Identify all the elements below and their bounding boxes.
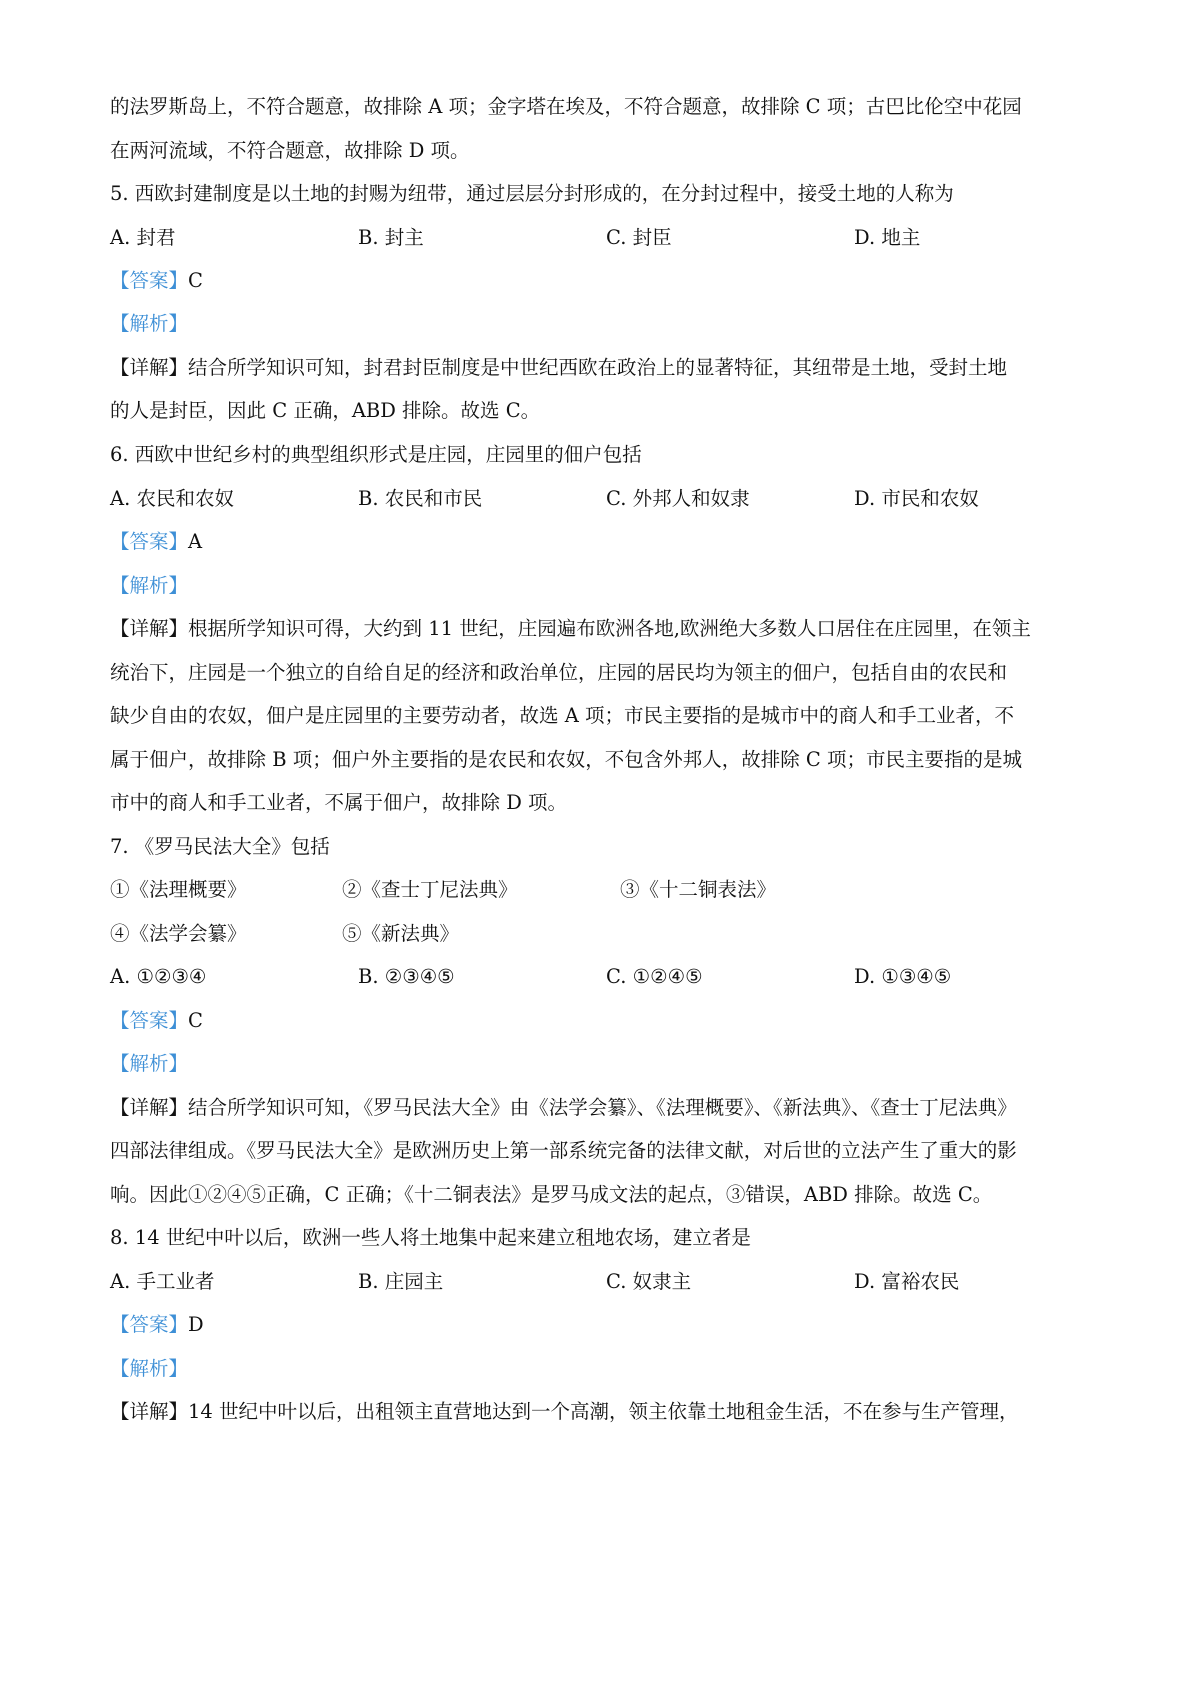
answer-value: C <box>188 269 203 292</box>
q5-option-c: C. 封臣 <box>606 226 672 249</box>
question-8-stem: 8. 14 世纪中叶以后，欧洲一些人将土地集中起来建立租地农场，建立者是 <box>110 1226 751 1249</box>
question-7-stem: 7. 《罗马民法大全》包括 <box>110 835 330 858</box>
q5-answer <box>110 268 1100 294</box>
q7-detail-line: 响。因此①②④⑤正确，C 正确；《十二铜表法》是罗马成文法的起点，③错误，ABD 排除。故选 C。 <box>110 1183 993 1206</box>
q5-detail-line: 的人是封臣，因此 C 正确，ABD 排除。故选 C。 <box>110 399 541 422</box>
q6-detail-line: 市中的商人和手工业者，不属于佃户，故排除 D 项。 <box>110 791 568 814</box>
answer-tag: 【答案】 <box>110 269 189 292</box>
q5-option-a: A. 封君 <box>110 226 176 249</box>
question-5-stem: 5. 西欧封建制度是以土地的封赐为纽带，通过层层分封形成的，在分封过程中，接受土地的人称为 <box>110 182 954 205</box>
q6-detail-line: 统治下，庄园是一个独立的自给自足的经济和政治单位，庄园的居民均为领主的佃户，包括自由的农民和 <box>110 661 1008 684</box>
question-6-stem: 6. 西欧中世纪乡村的典型组织形式是庄园，庄园里的佃户包括 <box>110 443 642 466</box>
q6-analysis <box>110 573 1100 599</box>
answer-value: A <box>188 530 203 553</box>
intro-line: 在两河流域，不符合题意，故排除 D 项。 <box>110 139 470 162</box>
q7-analysis <box>110 1051 1100 1077</box>
q8-option-c: C. 奴隶主 <box>606 1270 692 1293</box>
q6-detail-line <box>110 616 1100 642</box>
q7-item: ①《法理概要》 <box>110 878 247 901</box>
detail-text: 根据所学知识可得，大约到 11 世纪，庄园遍布欧洲各地,欧洲绝大多数人口居住在庄园里，在领主 <box>188 617 1031 640</box>
detail-tag: 【详解】 <box>110 356 189 379</box>
q5-analysis <box>110 311 1100 337</box>
q8-analysis <box>110 1356 1100 1382</box>
detail-tag: 【详解】 <box>110 617 189 640</box>
q6-detail-line: 属于佃户，故排除 B 项；佃户外主要指的是农民和农奴，不包含外邦人，故排除 C 项；市民主要指的是城 <box>110 748 1023 771</box>
answer-tag: 【答案】 <box>110 1009 189 1032</box>
q6-option-d: D. 市民和农奴 <box>854 487 979 510</box>
analysis-tag: 【解析】 <box>110 1052 189 1075</box>
answer-tag: 【答案】 <box>110 530 189 553</box>
answer-value: D <box>188 1313 204 1336</box>
q7-option-d: D. ①③④⑤ <box>854 965 952 988</box>
q7-detail-line <box>110 1095 1100 1121</box>
detail-tag: 【详解】 <box>110 1400 189 1423</box>
detail-text: 结合所学知识可知，《罗马民法大全》由《法学会纂》、《法理概要》、《新法典》、《查士丁尼法典》 <box>188 1096 1017 1119</box>
q8-answer <box>110 1312 1100 1338</box>
q7-item: ④《法学会纂》 <box>110 922 247 945</box>
q7-option-a: A. ①②③④ <box>110 965 207 988</box>
q8-option-b: B. 庄园主 <box>358 1270 444 1293</box>
intro-line: 的法罗斯岛上，不符合题意，故排除 A 项；金字塔在埃及，不符合题意，故排除 C 项；古巴比伦空中花园 <box>110 95 1022 118</box>
q7-option-b: B. ②③④⑤ <box>358 965 455 988</box>
analysis-tag: 【解析】 <box>110 312 189 335</box>
detail-text: 结合所学知识可知，封君封臣制度是中世纪西欧在政治上的显著特征，其纽带是土地，受封土地 <box>188 356 1008 379</box>
q6-answer <box>110 529 1100 555</box>
q7-option-c: C. ①②④⑤ <box>606 965 703 988</box>
detail-text: 14 世纪中叶以后，出租领主直营地达到一个高潮，领主依靠土地租金生活，不在参与生产管理， <box>188 1400 1019 1423</box>
answer-value: C <box>188 1009 203 1032</box>
q5-option-d: D. 地主 <box>854 226 921 249</box>
q7-detail-line: 四部法律组成。《罗马民法大全》是欧洲历史上第一部系统完备的法律文献，对后世的立法产生了重大的影 <box>110 1139 1017 1162</box>
q6-option-a: A. 农民和农奴 <box>110 487 234 510</box>
q6-option-c: C. 外邦人和奴隶 <box>606 487 750 510</box>
q8-option-d: D. 富裕农民 <box>854 1270 960 1293</box>
analysis-tag: 【解析】 <box>110 574 189 597</box>
answer-tag: 【答案】 <box>110 1313 189 1336</box>
q8-detail-line <box>110 1399 1100 1425</box>
q7-answer <box>110 1008 1100 1034</box>
analysis-tag: 【解析】 <box>110 1357 189 1380</box>
q7-item: ②《查士丁尼法典》 <box>342 878 518 901</box>
q5-option-b: B. 封主 <box>358 226 424 249</box>
detail-tag: 【详解】 <box>110 1096 189 1119</box>
q6-detail-line: 缺少自由的农奴，佃户是庄园里的主要劳动者，故选 A 项；市民主要指的是城市中的商人和手工业者，不 <box>110 704 1014 727</box>
q7-item: ⑤《新法典》 <box>342 922 460 945</box>
q7-item: ③《十二铜表法》 <box>620 878 777 901</box>
q6-option-b: B. 农民和市民 <box>358 487 483 510</box>
q8-option-a: A. 手工业者 <box>110 1270 215 1293</box>
q5-detail-line <box>110 355 1100 381</box>
